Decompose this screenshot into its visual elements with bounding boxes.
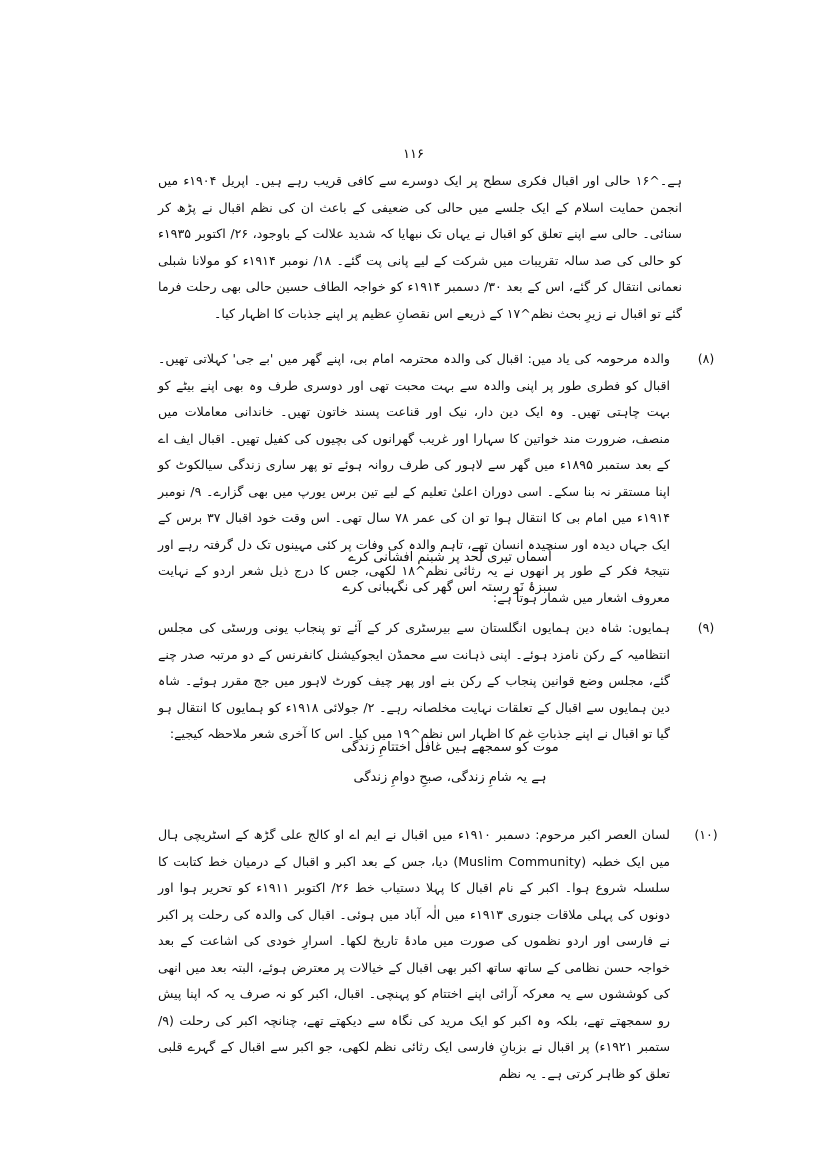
item-paragraph: ہمایوں: شاہ دین ہمایوں انگلستان سے بیرسٹری کر کے آئے تو پنجاب یونی ورسٹی کی مجلس انتظامیہ کے رکن نامزد ہوئے۔ اپنی ذہانت سے محمڈن ایجوکیشنل کانفرنس کے دو مرتبہ صدر چنے گئے، مجلس وضع قوانین پنجاب کے رکن بنے اور پھر چیف کورٹ لاہور میں جج مقرر ہوئے۔ شاہ دین ہمایوں سے اقبال کے تعلقات نہایت مخلصانہ رہے۔ ۲/ جولائی ۱۹۱۸ء کو ہمایوں کا انتقال ہو گیا تو اقبال نے اپنے جذباتِ غم کا اظہار اس نظم^۱۹ میں کیا۔ اس کا آخری شعر ملاحظہ کیجیے: [158,620,670,741]
item-paragraph: والدہ مرحومہ کی یاد میں: اقبال کی والدہ محترمہ امام بی، اپنے گھر میں 'بے جی' کہلاتی تھیں۔ اقبال کو فطری طور پر اپنی والدہ سے بہت محبت تھی اور دوسری طرف وہ بھی اپنے بیٹے کو بہت چاہتی تھیں۔ وہ ایک دین دار، نیک اور قناعت پسند خاتون تھیں۔ خاندانی معاملات میں منصف، ضرورت مند خواتین کا سہارا اور غریب گھرانوں کی بچیوں کی کفیل تھیں۔ اقبال ایف اے کے بعد ستمبر ۱۸۹۵ء میں گھر سے لاہور کی طرف روانہ ہوئے تو پھر ساری زندگی سیالکوٹ کو اپنا مستقر نہ بنا سکے۔ اسی دوران اعلیٰ تعلیم کے لیے تین برس یورپ میں بھی گزارے۔ ۹/ نومبر ۱۹۱۴ء میں امام بی کا انتقال ہوا تو ان کی عمر ۷۸ سال تھی۔ اس وقت خود اقبال ۳۷ برس کے ایک جہاں دیدہ اور سنجیدہ انسان تھے، تاہم والدہ کی وفات پر کئی مہینوں تک دل گرفتہ رہے اور نتیجۂ فکر کے طور پر انھوں نے یہ رثائی نظم^۱۸ لکھی، جس کا درج ذیل شعر اردو کے نہایت معروف اشعار میں شمار ہوتا ہے: [158,351,670,605]
item-number: (۱۰) [694,827,718,842]
item-number: (۸) [697,351,715,366]
intro-paragraph: ہے۔^۱۶ حالی اور اقبال فکری سطح پر ایک دوسرے سے کافی قریب رہے ہیں۔ اپریل ۱۹۰۴ء میں انجمن حمایت اسلام کے ایک جلسے میں حالی کی ضعیفی کے باعث ان کی نظم اقبال نے پڑھ کر سنائی۔ حالی سے اپنے تعلق کو اقبال نے یہاں تک نبھایا کہ شدید علالت کے باوجود، ۲۶/ اکتوبر ۱۹۳۵ء کو حالی کی صد سالہ تقریبات میں شرکت کے لیے پانی پت گئے۔ ۱۸/ نومبر ۱۹۱۴ء کو مولانا شبلی نعمانی انتقال کر گئے، اس کے بعد ۳۰/ دسمبر ۱۹۱۴ء کو خواجہ الطاف حسین حالی بھی رحلت فرما گئے تو اقبال نے زیرِ بحث نظم^۱۷ کے ذریعے اس نقصانِ عظیم پر اپنے جذبات کا اظہار کیا۔ [158,173,682,321]
item-paragraph: لسان العصر اکبر مرحوم: دسمبر ۱۹۱۰ء میں اقبال نے ایم اے او کالج علی گڑھ کے اسٹریچی ہال میں ایک خطبہ (Muslim Community) دیا، جس کے بعد اکبر و اقبال کے درمیان خط کتابت کا سلسلہ شروع ہوا۔ اکبر کے نام اقبال کا پہلا دستیاب خط ۲۶/ اکتوبر ۱۹۱۱ء کو تحریر ہوا اور دونوں کی پہلی ملاقات جنوری ۱۹۱۳ء میں الٰہ آباد میں ہوئی۔ اقبال کی والدہ کی رحلت پر اکبر نے فارسی اور اردو نظموں کی صورت میں مادۂ تاریخ لکھا۔ اسرارِ خودی کی اشاعت کے بعد خواجہ حسن نظامی کے ساتھ ساتھ اکبر بھی اقبال کے خیالات پر معترض ہوئے، البتہ بعد میں انھی کی کوششوں سے یہ معرکہ آرائی اپنے اختتام کو پہنچی۔ اقبال، اکبر کو نہ صرف یہ کہ اپنا پیش رو سمجھتے تھے، بلکہ وہ اکبر کو ایک مرید کی نگاہ سے دیکھتے تھے، چنانچہ اکبر کی رحلت (۹/ ستمبر ۱۹۲۱ء) پر اقبال نے بزبانِ فارسی ایک رثائی نظم لکھی، جو اکبر سے اقبال کے گہرے قلبی تعلق کو ظاہر کرتی ہے۔ یہ نظم [158,827,670,1081]
verse-line: موت کو سمجھے ہیں غافل اختتامِ زندگی [341,740,559,755]
verse-line: ہے یہ شامِ زندگی، صبحِ دوامِ زندگی [353,770,547,785]
verse-line: سبزۂ نَو رستہ اس گھر کی نگہبانی کرے [342,580,558,595]
item-number: (۹) [697,620,715,635]
verse-line: آسماں تیری لحد پر شبنم افشانی کرے [348,550,552,565]
page-number: ۱۱۶ [403,147,424,162]
